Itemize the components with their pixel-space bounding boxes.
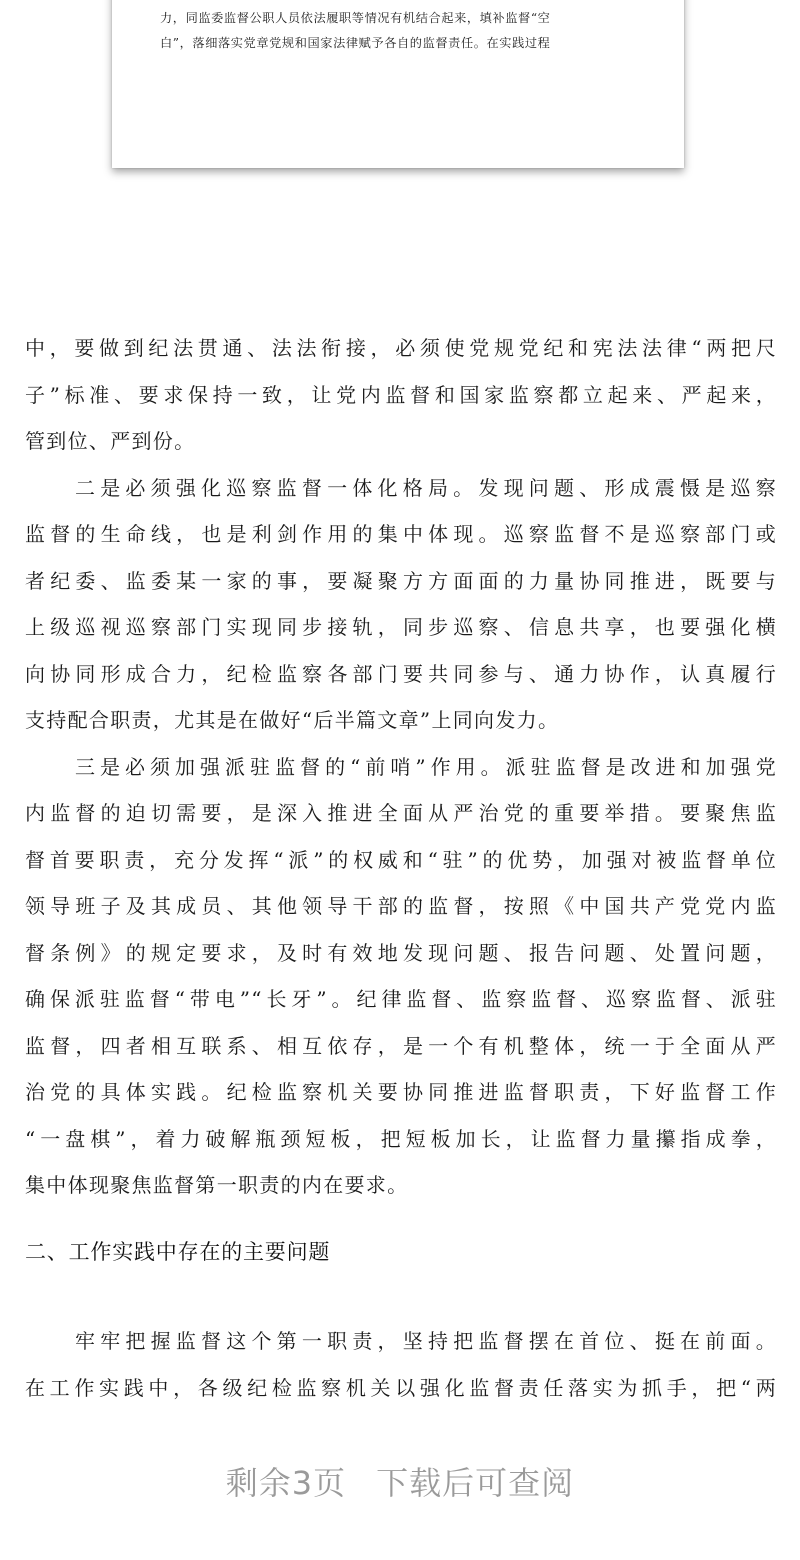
- body-line: 向协同形成合力，纪检监察各部门要共同参与、通力协作，认真履行: [25, 661, 777, 686]
- body-line: 确保派驻监督“带电”“长牙”。纪律监督、监察监督、巡察监督、派驻: [25, 987, 777, 1011]
- body-line: 在工作实践中，各级纪检监察机关以强化监督责任落实为抓手，把“两: [25, 1375, 777, 1400]
- download-prompt[interactable]: [0, 1458, 800, 1504]
- body-line: “一盘棋”，着力破解瓶颈短板，把短板加长，让监督力量攥指成拳，: [25, 1126, 777, 1151]
- body-line: 上级巡视巡察部门实现同步接轨，同步巡察、信息共享，也要强化横: [25, 615, 777, 639]
- preview-card: [112, 0, 684, 168]
- body-line: 支持配合职责，尤其是在做好“后半篇文章”上同向发力。: [25, 708, 560, 732]
- body-line: 监督的生命线，也是利剑作用的集中体现。巡察监督不是巡察部门或: [25, 522, 777, 546]
- body-line: 子”标准、要求保持一致，让党内监督和国家监察都立起来、严起来，: [25, 382, 777, 407]
- fade-overlay: [0, 1400, 800, 1460]
- section-heading: 二、工作实践中存在的主要问题: [25, 1240, 331, 1264]
- body-line: 者纪委、监委某一家的事，要凝聚方方面面的力量协同推进，既要与: [25, 568, 777, 593]
- preview-line: 白”，落细落实党章党规和国家法律赋予各自的监督责任。在实践过程: [160, 36, 551, 50]
- body-line: 督条例》的规定要求，及时有效地发现问题、报告问题、处置问题，: [25, 940, 777, 965]
- preview-line: 力，同监委监督公职人员依法履职等情况有机结合起来，填补监督“空: [160, 11, 551, 25]
- body-line: 管到位、严到份。: [25, 429, 196, 453]
- remaining-pages-label: 剩余3页: [225, 1464, 347, 1502]
- body-line: 内监督的迫切需要，是深入推进全面从严治党的重要举措。要聚焦监: [25, 801, 777, 825]
- body-line: 二是必须强化巡察监督一体化格局。发现问题、形成震慑是巡察: [75, 475, 777, 500]
- body-line: 治党的具体实践。纪检监察机关要协同推进监督职责，下好监督工作: [25, 1080, 777, 1104]
- body-line: 牢牢把握监督这个第一职责，坚持把监督摆在首位、挺在前面。: [75, 1329, 777, 1353]
- body-line: 监督，四者相互联系、相互依存，是一个有机整体，统一于全面从严: [25, 1033, 777, 1058]
- body-line: 中，要做到纪法贯通、法法衔接，必须使党规党纪和宪法法律“两把尺: [25, 336, 777, 360]
- body-line: 集中体现聚焦监督第一职责的内在要求。: [25, 1173, 409, 1197]
- preview-text: [160, 6, 646, 56]
- document-tail: [25, 1318, 777, 1411]
- body-line: 领导班子及其成员、其他领导干部的监督，按照《中国共产党党内监: [25, 894, 777, 918]
- document-body: [25, 325, 777, 1209]
- body-line: 三是必须加强派驻监督的“前哨”作用。派驻监督是改进和加强党: [75, 754, 777, 779]
- download-to-view-label: 下载后可查阅: [376, 1464, 575, 1502]
- body-line: 督首要职责，充分发挥“派”的权威和“驻”的优势，加强对被监督单位: [25, 847, 777, 872]
